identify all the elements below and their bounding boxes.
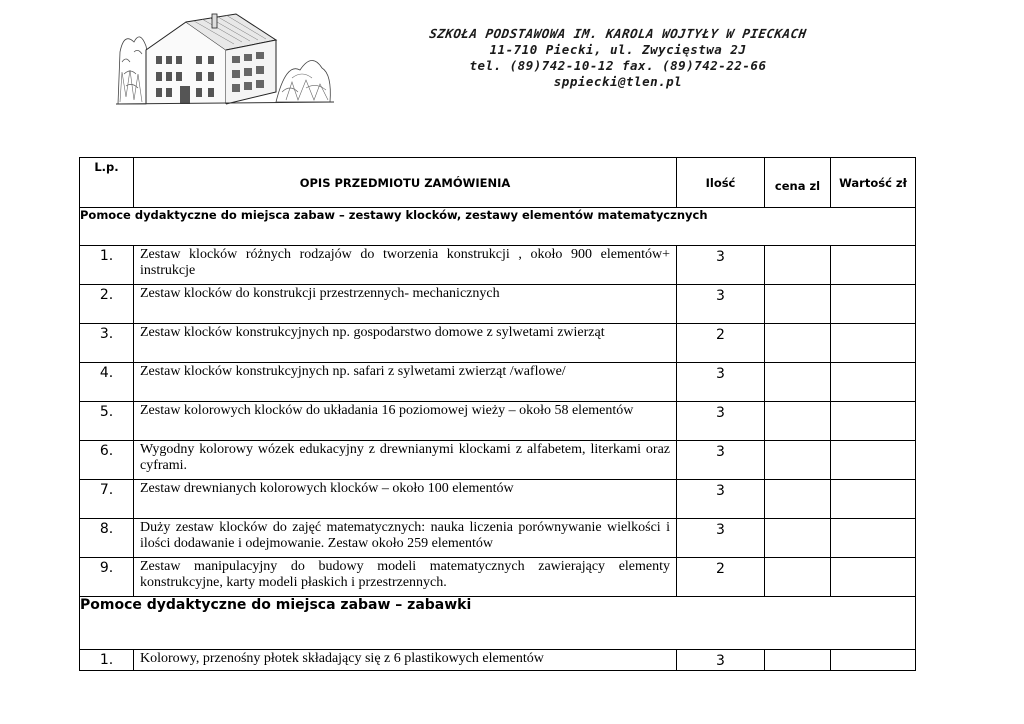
- row-price: [765, 519, 831, 558]
- row-number: 5.: [80, 402, 134, 441]
- table-row: [80, 441, 916, 480]
- row-price: [765, 246, 831, 285]
- row-number: 8.: [80, 519, 134, 558]
- row-number: 6.: [80, 441, 134, 480]
- row-number: 3.: [80, 324, 134, 363]
- table-header-row: [80, 158, 916, 208]
- row-value: [831, 402, 916, 441]
- row-description: Zestaw klocków do konstrukcji przestrzennych- mechanicznych: [134, 285, 677, 324]
- row-description: Zestaw drewnianych kolorowych klocków – około 100 elementów: [134, 480, 677, 519]
- school-phone-fax: tel. (89)742-10-12 fax. (89)742-22-66: [469, 58, 767, 73]
- table-row: [80, 285, 916, 324]
- row-quantity: 3: [677, 285, 765, 324]
- row-value: [831, 650, 916, 671]
- table-row: [80, 246, 916, 285]
- row-number: 7.: [80, 480, 134, 519]
- row-price: [765, 363, 831, 402]
- row-number: 4.: [80, 363, 134, 402]
- row-price: [765, 402, 831, 441]
- section-header: [80, 597, 916, 650]
- row-price: [765, 285, 831, 324]
- school-name: SZKOŁA PODSTAWOWA IM. KAROLA WOJTYŁY W PIECKACH: [428, 26, 808, 41]
- header-quantity: Ilość: [677, 158, 765, 208]
- row-value: [831, 519, 916, 558]
- table-row: [80, 519, 916, 558]
- row-value: [831, 480, 916, 519]
- row-description: Zestaw kolorowych klocków do układania 16 poziomowej wieży – około 58 elementów: [134, 402, 677, 441]
- table-row: [80, 650, 916, 671]
- row-value: [831, 441, 916, 480]
- row-quantity: 3: [677, 246, 765, 285]
- order-table: [79, 157, 916, 671]
- school-building-logo: [116, 12, 334, 106]
- school-email: sppiecki@tlen.pl: [553, 74, 683, 89]
- row-price: [765, 480, 831, 519]
- section-header: [80, 208, 916, 246]
- row-description: Duży zestaw klocków do zajęć matematycznych: nauka liczenia porównywanie wielkości i ilości dodawanie i odejmowanie. Zestaw około 259 elementów: [134, 519, 677, 558]
- row-value: [831, 285, 916, 324]
- row-quantity: 3: [677, 402, 765, 441]
- row-price: [765, 441, 831, 480]
- table-row: [80, 324, 916, 363]
- row-quantity: 2: [677, 324, 765, 363]
- row-value: [831, 558, 916, 597]
- row-price: [765, 324, 831, 363]
- row-description: Wygodny kolorowy wózek edukacyjny z drewnianymi klockami z alfabetem, literkami oraz cyframi.: [134, 441, 677, 480]
- row-number: 1.: [80, 246, 134, 285]
- row-number: 2.: [80, 285, 134, 324]
- row-value: [831, 246, 916, 285]
- row-quantity: 2: [677, 558, 765, 597]
- letterhead: [0, 0, 1024, 150]
- row-value: [831, 363, 916, 402]
- row-description: Zestaw klocków konstrukcyjnych np. safari z sylwetami zwierząt /waflowe/: [134, 363, 677, 402]
- row-quantity: 3: [677, 650, 765, 671]
- row-number: 9.: [80, 558, 134, 597]
- row-quantity: 3: [677, 480, 765, 519]
- table-row: [80, 402, 916, 441]
- row-quantity: 3: [677, 441, 765, 480]
- section-title: Pomoce dydaktyczne do miejsca zabaw – zabawki: [80, 597, 916, 650]
- row-quantity: 3: [677, 363, 765, 402]
- row-description: Zestaw klocków różnych rodzajów do tworzenia konstrukcji , około 900 elementów+ instrukcje: [134, 246, 677, 285]
- row-price: [765, 558, 831, 597]
- header-price: cena zl: [765, 158, 831, 208]
- table-row: [80, 558, 916, 597]
- row-description: Kolorowy, przenośny płotek składający się z 6 plastikowych elementów: [134, 650, 677, 671]
- header-description: OPIS PRZEDMIOTU ZAMÓWIENIA: [134, 158, 677, 208]
- row-price: [765, 650, 831, 671]
- row-quantity: 3: [677, 519, 765, 558]
- row-number: 1.: [80, 650, 134, 671]
- section-title: Pomoce dydaktyczne do miejsca zabaw – zestawy klocków, zestawy elementów matematycznych: [80, 208, 916, 246]
- row-value: [831, 324, 916, 363]
- table-row: [80, 480, 916, 519]
- row-description: Zestaw klocków konstrukcyjnych np. gospodarstwo domowe z sylwetami zwierząt: [134, 324, 677, 363]
- table-row: [80, 363, 916, 402]
- school-info: [388, 26, 848, 90]
- row-description: Zestaw manipulacyjny do budowy modeli matematycznych zawierający elementy konstrukcyjne, karty modeli płaskich i przestrzennych.: [134, 558, 677, 597]
- header-lp: L.p.: [80, 158, 134, 208]
- header-value: Wartość zł: [831, 158, 916, 208]
- school-address: 11-710 Piecki, ul. Zwycięstwa 2J: [489, 42, 747, 57]
